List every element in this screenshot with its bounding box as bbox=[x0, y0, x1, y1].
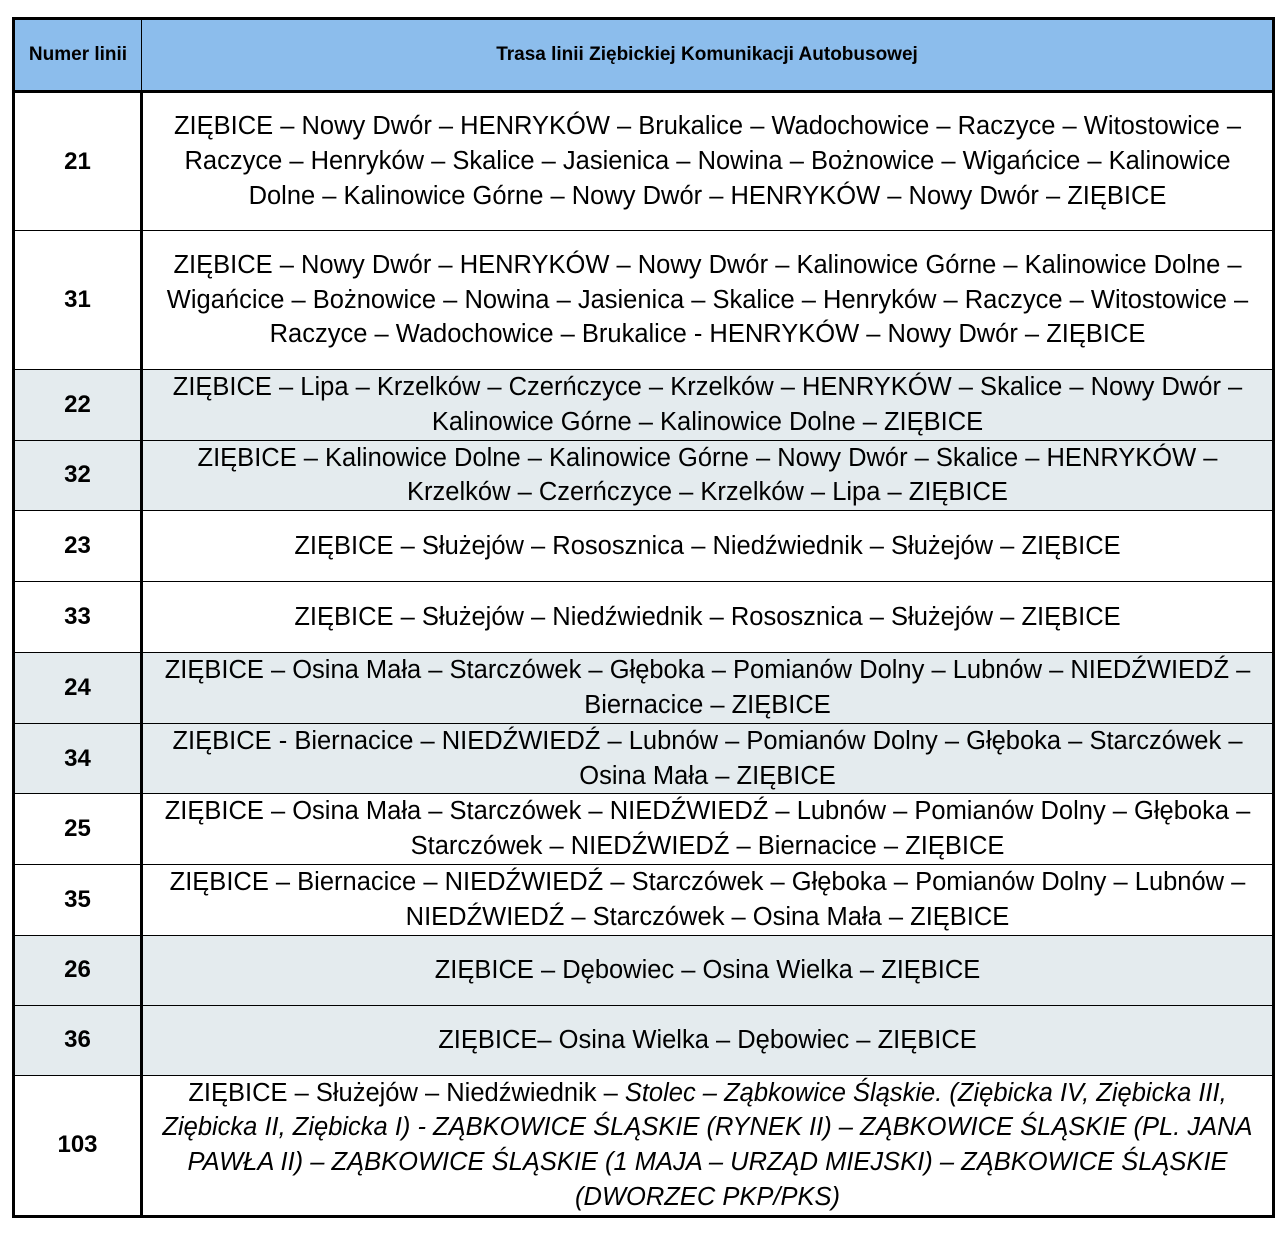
route-description: ZIĘBICE – Lipa – Krzelków – Czerńczyce – Krzelków – HENRYKÓW – Skalice – Nowy Dwór – Kalinowice Górne – Kalinowice Dolne – ZIĘBICE bbox=[142, 370, 1274, 441]
column-header-route: Trasa linii Ziębickiej Komunikacji Autobusowej bbox=[142, 19, 1274, 92]
table-row bbox=[14, 1075, 1274, 1216]
table-row bbox=[14, 864, 1274, 935]
line-number: 24 bbox=[14, 653, 142, 724]
route-description bbox=[142, 1075, 1274, 1216]
table-row bbox=[14, 582, 1274, 653]
line-number: 25 bbox=[14, 794, 142, 865]
table-row bbox=[14, 440, 1274, 511]
line-number: 23 bbox=[14, 511, 142, 582]
line-number: 35 bbox=[14, 864, 142, 935]
line-number: 26 bbox=[14, 935, 142, 1005]
route-description-plain: ZIĘBICE – Służejów – Niedźwiednik – bbox=[188, 1078, 625, 1107]
line-number: 21 bbox=[14, 92, 142, 231]
route-description: ZIĘBICE – Dębowiec – Osina Wielka – ZIĘBICE bbox=[142, 935, 1274, 1005]
line-number: 34 bbox=[14, 723, 142, 794]
route-description: ZIĘBICE - Biernacice – NIEDŹWIEDŹ – Lubnów – Pomianów Dolny – Głęboka – Starczówek – Osina Mała – ZIĘBICE bbox=[142, 723, 1274, 794]
table-row bbox=[14, 1005, 1274, 1075]
route-description: ZIĘBICE – Osina Mała – Starczówek – Głęboka – Pomianów Dolny – Lubnów – NIEDŹWIEDŹ – Biernacice – ZIĘBICE bbox=[142, 653, 1274, 724]
line-number: 31 bbox=[14, 231, 142, 370]
table-row bbox=[14, 231, 1274, 370]
table-row bbox=[14, 723, 1274, 794]
table-row bbox=[14, 92, 1274, 231]
table-row bbox=[14, 794, 1274, 865]
column-header-line-number: Numer linii bbox=[14, 19, 142, 92]
table-header-row bbox=[14, 19, 1274, 92]
line-number: 33 bbox=[14, 582, 142, 653]
route-description: ZIĘBICE – Biernacice – NIEDŹWIEDŹ – Starczówek – Głęboka – Pomianów Dolny – Lubnów – NIEDŹWIEDŹ – Starczówek – Osina Mała – ZIĘBICE bbox=[142, 864, 1274, 935]
route-description: ZIĘBICE – Nowy Dwór – HENRYKÓW – Brukalice – Wadochowice – Raczyce – Witostowice – Raczyce – Henryków – Skalice – Jasienica – Nowina – Bożnowice – Wigańcice – Kalinowice Dolne – Kalinowice Górne – Nowy Dwór – HENRYKÓW – Nowy Dwór – ZIĘBICE bbox=[142, 92, 1274, 231]
route-description: ZIĘBICE– Osina Wielka – Dębowiec – ZIĘBICE bbox=[142, 1005, 1274, 1075]
route-description: ZIĘBICE – Służejów – Rososznica – Niedźwiednik – Służejów – ZIĘBICE bbox=[142, 511, 1274, 582]
line-number: 103 bbox=[14, 1075, 142, 1216]
route-description: ZIĘBICE – Osina Mała – Starczówek – NIEDŹWIEDŹ – Lubnów – Pomianów Dolny – Głęboka – Starczówek – NIEDŹWIEDŹ – Biernacice – ZIĘBICE bbox=[142, 794, 1274, 865]
table-row bbox=[14, 370, 1274, 441]
route-description: ZIĘBICE – Nowy Dwór – HENRYKÓW – Nowy Dwór – Kalinowice Górne – Kalinowice Dolne – Wigańcice – Bożnowice – Nowina – Jasienica – Skalice – Henryków – Raczyce – Witostowice – Raczyce – Wadochowice – Brukalice - HENRYKÓW – Nowy Dwór – ZIĘBICE bbox=[142, 231, 1274, 370]
bus-routes-table bbox=[12, 17, 1275, 1218]
route-description-italic: Stolec – Ząbkowice Śląskie. (Ziębicka IV, Ziębicka III, Ziębicka II, Ziębicka I) - ZĄBKOWICE ŚLĄSKIE (RYNEK II) – ZĄBKOWICE ŚLĄSKIE (PL. JANA PAWŁA II) – ZĄBKOWICE ŚLĄSKIE (1 MAJA – URZĄD MIEJSKI) – ZĄBKOWICE ŚLĄSKIE (DWORZEC PKP/PKS) bbox=[162, 1078, 1253, 1211]
route-description: ZIĘBICE – Kalinowice Dolne – Kalinowice Górne – Nowy Dwór – Skalice – HENRYKÓW – Krzelków – Czerńczyce – Krzelków – Lipa – ZIĘBICE bbox=[142, 440, 1274, 511]
line-number: 36 bbox=[14, 1005, 142, 1075]
line-number: 22 bbox=[14, 370, 142, 441]
table-row bbox=[14, 935, 1274, 1005]
table-row bbox=[14, 653, 1274, 724]
route-description: ZIĘBICE – Służejów – Niedźwiednik – Rososznica – Służejów – ZIĘBICE bbox=[142, 582, 1274, 653]
table-row bbox=[14, 511, 1274, 582]
line-number: 32 bbox=[14, 440, 142, 511]
